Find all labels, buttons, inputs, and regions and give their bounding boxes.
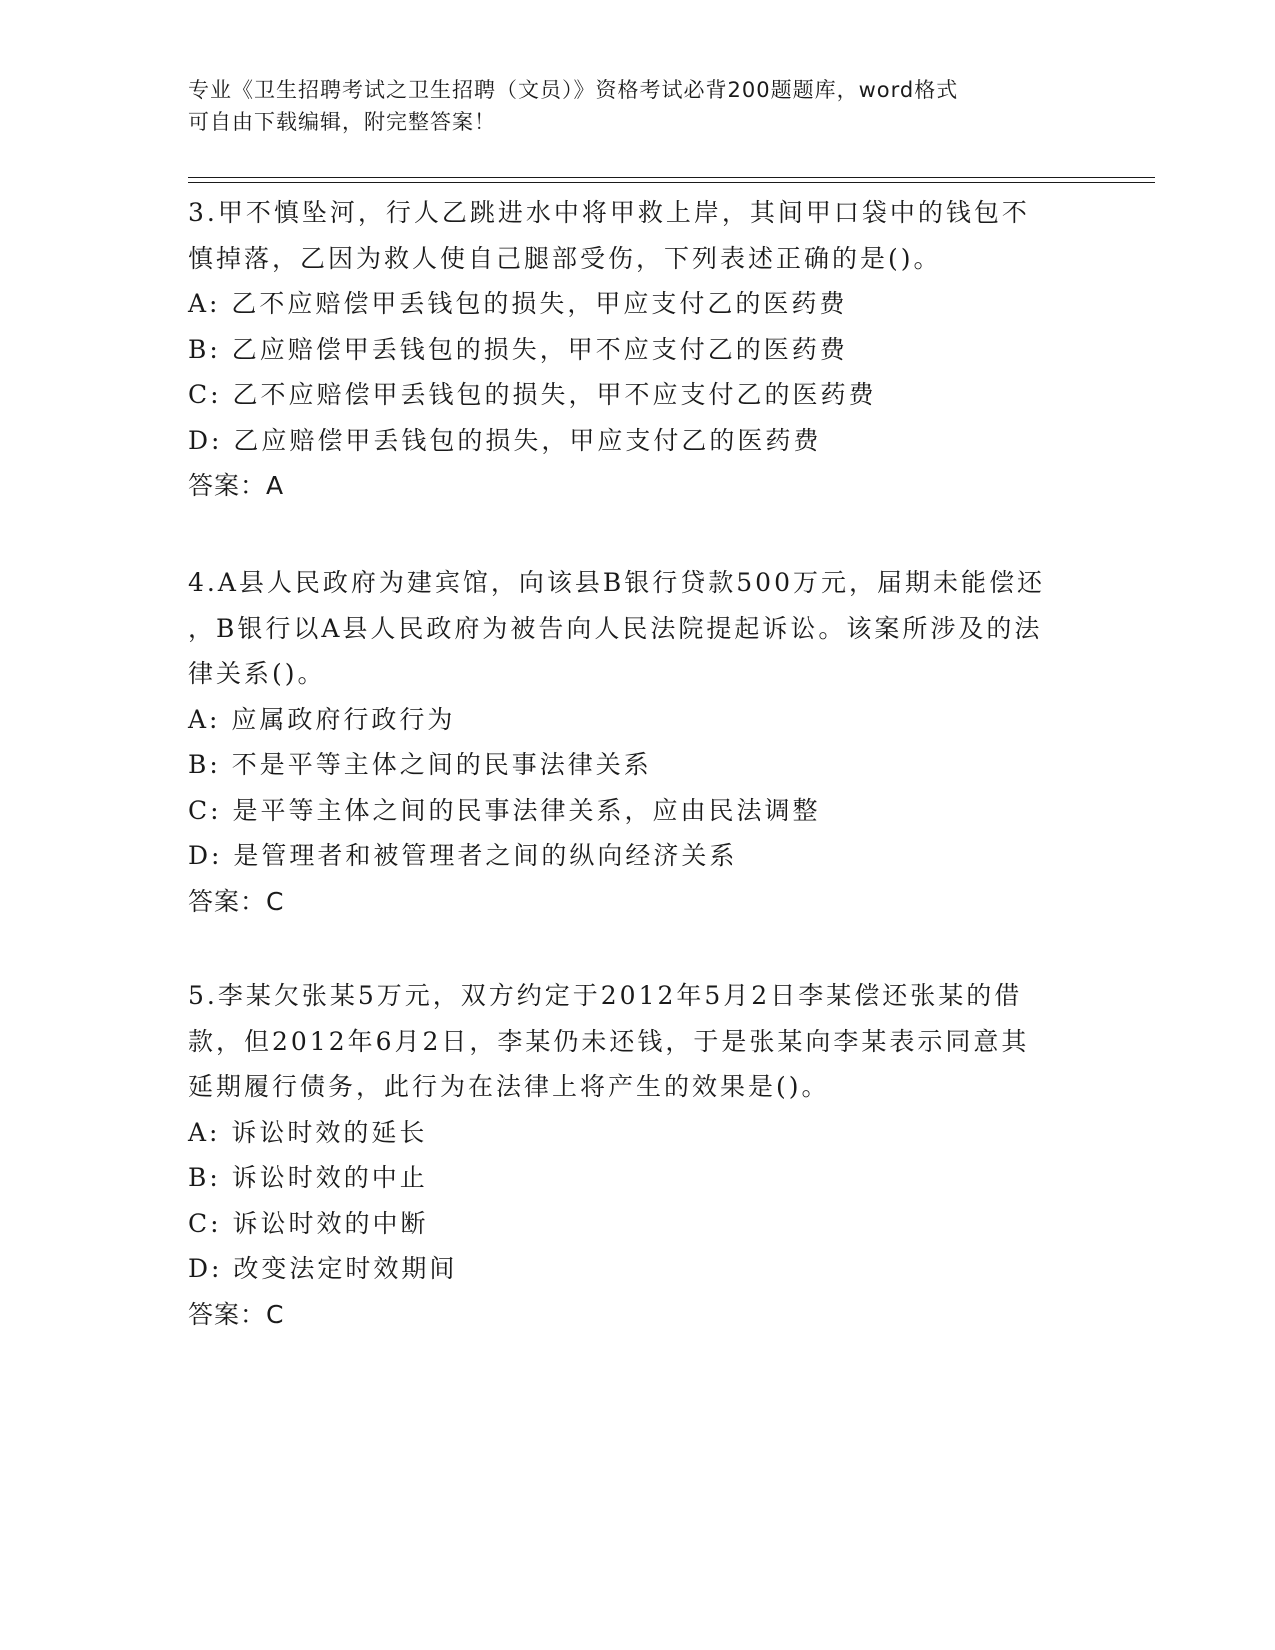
question-stem-line: 3.甲不慎坠河，行人乙跳进水中将甲救上岸，其间甲口袋中的钱包不: [188, 198, 1030, 227]
option-c: C: 是平等主体之间的民事法律关系，应由民法调整: [188, 795, 821, 825]
answer-line: 答案：C: [188, 886, 285, 916]
header-rule-bottom: [188, 182, 1155, 183]
option-a: A: 应属政府行政行为: [188, 704, 456, 734]
header-rule-top: [188, 177, 1155, 178]
option-b: B: 乙应赔偿甲丢钱包的损失，甲不应支付乙的医药费: [188, 334, 848, 364]
answer-line: 答案：A: [188, 471, 285, 500]
option-b: B: 诉讼时效的中止: [188, 1163, 428, 1192]
document-header: [188, 74, 1088, 138]
header-line-1: 专业《卫生招聘考试之卫生招聘（文员）》资格考试必背200题题库，word格式: [188, 78, 959, 102]
answer-line: 答案：C: [188, 1299, 285, 1329]
question-stem-line: 4.A县人民政府为建宾馆，向该县B银行贷款500万元，届期未能偿还: [188, 568, 1045, 597]
option-c: C: 乙不应赔偿甲丢钱包的损失，甲不应支付乙的医药费: [188, 380, 877, 409]
question-5: [188, 973, 1148, 1337]
question-stem-line: 5.李某欠张某5万元，双方约定于2012年5月2日李某偿还张某的借: [188, 981, 1023, 1010]
question-4: [188, 560, 1148, 924]
option-b: B: 不是平等主体之间的民事法律关系: [188, 750, 652, 779]
header-line-2: 可自由下载编辑，附完整答案！: [188, 110, 496, 134]
option-c: C: 诉讼时效的中断: [188, 1208, 429, 1238]
option-d: D: 是管理者和被管理者之间的纵向经济关系: [188, 841, 738, 870]
option-a: A: 乙不应赔偿甲丢钱包的损失，甲应支付乙的医药费: [188, 289, 848, 318]
question-stem-line: ，B银行以A县人民政府为被告向人民法院提起诉讼。该案所涉及的法: [188, 613, 1043, 643]
option-d: D: 乙应赔偿甲丢钱包的损失，甲应支付乙的医药费: [188, 425, 822, 455]
option-d: D: 改变法定时效期间: [188, 1254, 458, 1283]
question-stem-line: 慎掉落，乙因为救人使自己腿部受伤，下列表述正确的是()。: [188, 243, 942, 273]
question-stem-line: 延期履行债务，此行为在法律上将产生的效果是()。: [188, 1072, 830, 1101]
question-stem-line: 款，但2012年6月2日，李某仍未还钱，于是张某向李某表示同意其: [188, 1026, 1030, 1056]
option-a: A: 诉讼时效的延长: [188, 1117, 428, 1147]
question-stem-line: 律关系()。: [188, 659, 326, 688]
question-3: [188, 190, 1148, 509]
